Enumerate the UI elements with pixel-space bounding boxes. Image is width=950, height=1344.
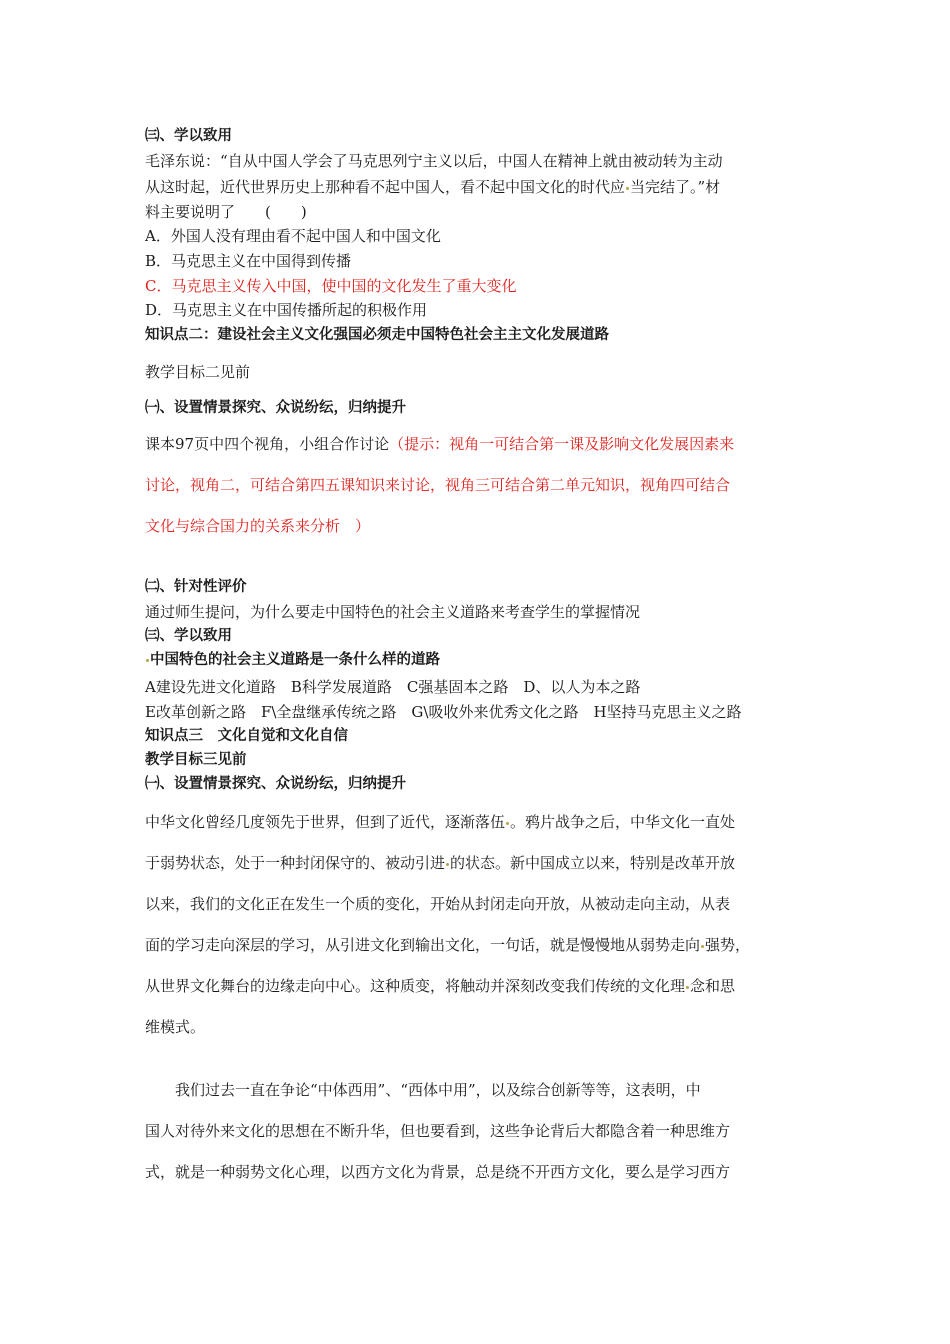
step-heading: ㈠、设置情景探究、众说纷纭，归纳提升 [145, 776, 406, 792]
teaching-goal-3: 教学目标三见前 [145, 752, 247, 768]
mark-dot [626, 187, 629, 190]
paragraph-line: 式，就是一种弱势文化心理，以西方文化为背景，总是绕不开西方文化，要么是学习西方 [145, 1163, 731, 1181]
mark-dot [446, 863, 449, 866]
hint-text: （提示：视角一可结合第一课及影响文化发展因素来 [389, 435, 735, 453]
step-heading: ㈢、学以致用 [145, 628, 232, 644]
exercise-options: E改革创新之路 F\全盘继承传统之路 G\吸收外来优秀文化之路 H坚持马克思主义之路 [145, 703, 742, 721]
hint-text: 讨论，视角二，可结合第四五课知识来讨论，视角三可结合第二单元知识，视角四可结合 [145, 476, 731, 494]
exercise-question: 中国特色的社会主义道路是一条什么样的道路 [145, 650, 440, 670]
section-heading-apply: ㈢、学以致用 [145, 128, 232, 144]
paragraph-line: 于弱势状态，处于一种封闭保守的、被动引进 的状态。新中国成立以来，特别是改革开放 [145, 854, 736, 872]
exercise-options: A建设先进文化道路 B科学发展道路 C强基固本之路 D、以人为本之路 [145, 678, 641, 696]
paragraph-line: 以来，我们的文化正在发生一个质的变化，开始从封闭走向开放，从被动走向主动，从表 [145, 895, 731, 913]
option-c-answer: C．马克思主义传入中国，使中国的文化发生了重大变化 [145, 277, 517, 295]
knowledge-point-2-title: 知识点二：建设社会主义文化强国必须走中国特色社会主主文化发展道路 [145, 327, 609, 343]
question-line: 毛泽东说：“自从中国人学会了马克思列宁主义以后，中国人在精神上就由被动转为主动 [145, 152, 723, 170]
mark-dot [701, 945, 704, 948]
mark-dot [506, 822, 509, 825]
mark-dot [686, 986, 689, 989]
option-a: A．外国人没有理由看不起中国人和中国文化 [145, 227, 441, 245]
paragraph-line: 课本97页中四个视角，小组合作讨论（提示：视角一可结合第一课及影响文化发展因素来 [145, 435, 735, 453]
question-line: 从这时起，近代世界历史上那种看不起中国人，看不起中国文化的时代应 当完结了。”材 [145, 178, 721, 196]
option-d: D．马克思主义在中国传播所起的积极作用 [145, 301, 428, 319]
step-heading: ㈡、针对性评价 [145, 579, 247, 595]
paragraph-line: 面的学习走向深层的学习，从引进文化到输出文化，一句话，就是慢慢地从弱势走向 强势， [145, 936, 751, 954]
paragraph-line: 国人对待外来文化的思想在不断升华，但也要看到，这些争论背后大都隐含着一种思维方 [145, 1122, 731, 1140]
knowledge-point-3-title: 知识点三 文化自觉和文化自信 [145, 728, 348, 744]
paragraph-line: 中华文化曾经几度领先于世界，但到了近代，逐渐落伍 。鸦片战争之后，中华文化一直处 [145, 813, 736, 831]
step-heading: ㈠、设置情景探究、众说纷纭，归纳提升 [145, 400, 406, 416]
mark-dot [146, 659, 149, 662]
teaching-goal-2: 教学目标二见前 [145, 363, 251, 381]
paragraph-line: 从世界文化舞台的边缘走向中心。这种质变，将触动并深刻改变我们传统的文化理 念和思 [145, 977, 736, 995]
paragraph-line: 维模式。 [145, 1018, 206, 1036]
hint-text: 文化与综合国力的关系来分析 ） [145, 517, 371, 535]
option-b: B．马克思主义在中国得到传播 [145, 252, 352, 270]
paragraph-line: 我们过去一直在争论“中体西用”、“西体中用”，以及综合创新等等，这表明，中 [175, 1081, 701, 1099]
paragraph-line: 通过师生提问，为什么要走中国特色的社会主义道路来考查学生的掌握情况 [145, 603, 641, 621]
question-line: 料主要说明了 ( ) [145, 203, 307, 221]
